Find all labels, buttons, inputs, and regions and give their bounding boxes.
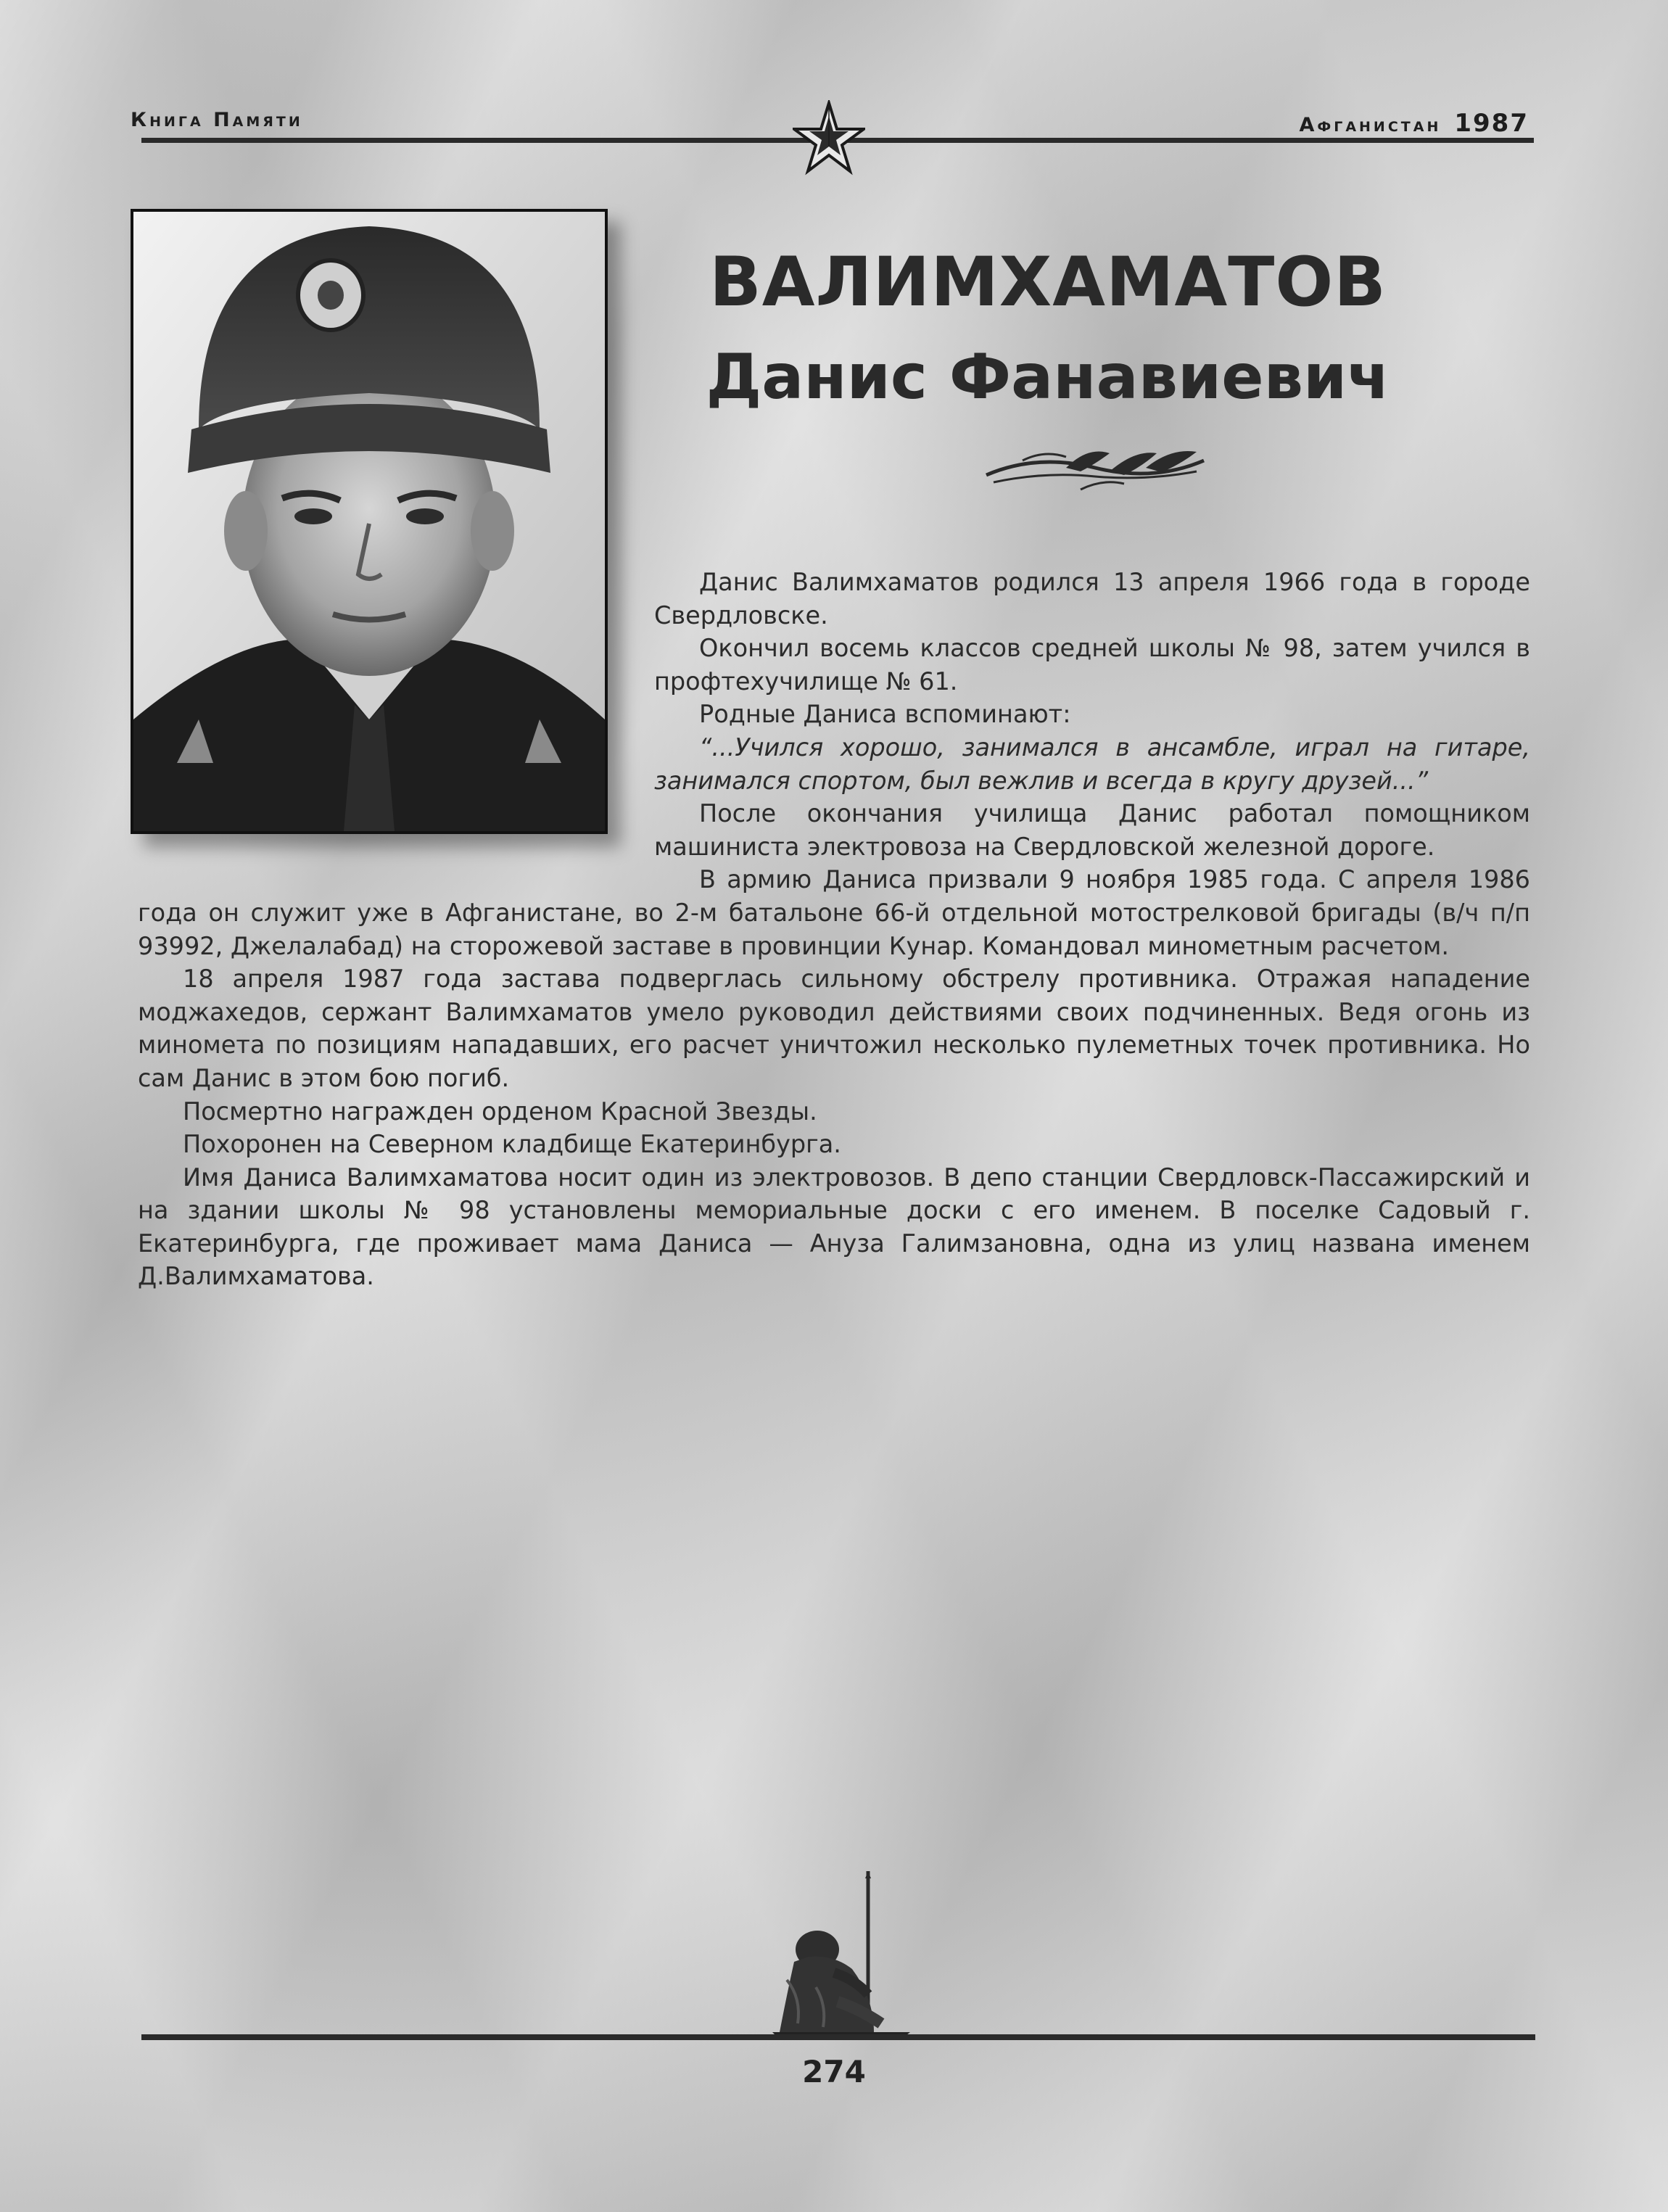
book-title: Книга Памяти	[131, 109, 303, 131]
laurel-ornament	[979, 439, 1211, 497]
bio-paragraph-birth: Данис Валимхаматов родился 13 апреля 1966 года в городе Свердловске.	[654, 568, 1530, 630]
star-icon	[793, 100, 865, 180]
bio-paragraph-memory: Имя Даниса Валимхаматова носит один из электровозов. В депо станции Свердловск-Пассажирский и на здании школы № 98 установлены мемориальные доски с его именем. В поселке Садовый г. Екатеринбурга, где проживает мама Даниса — Ануза Галимзановна, одна из улиц названа именем Д.Валимхаматова.	[138, 1163, 1530, 1291]
bio-quote: “...Учился хорошо, занимался в ансамбле, играл на гитаре, занимался спортом, был вежлив и всегда в кругу друзей...”	[654, 732, 1530, 795]
section-title	[1299, 109, 1529, 138]
biography-text	[138, 566, 1530, 1293]
bio-paragraph-work: После окончания училища Данис работал помощником машиниста электровоза на Свердловской железной дороге.	[654, 799, 1530, 861]
bio-paragraph-award: Посмертно награжден орденом Красной Звезды.	[183, 1097, 817, 1126]
section-year: 1987	[1454, 109, 1529, 138]
footer-rule	[141, 2034, 1535, 2040]
person-given-names: Данис Фанавиевич	[706, 341, 1390, 413]
bio-paragraph-relatives: Родные Даниса вспоминают:	[699, 700, 1071, 729]
bio-paragraph-burial: Похоронен на Северном кладбище Екатеринбурга.	[183, 1130, 841, 1159]
bio-paragraph-education: Окончил восемь классов средней школы № 98, затем учился в профтехучилище № 61.	[654, 634, 1530, 696]
bio-paragraph-service: В армию Даниса призвали 9 ноября 1985 года. С апреля 1986 года он служит уже в Афганистане, во 2-м батальоне 66-й отдельной мотострелковой бригады (в/ч п/п 93992, Джелалабад) на сторожевой заставе в провинции Кунар. Командовал минометным расчетом.	[138, 865, 1530, 960]
bio-paragraph-death: 18 апреля 1987 года застава подверглась сильному обстрелу противника. Отражая нападение моджахедов, сержант Валимхаматов умело руководил действиями своих подчиненных. Ведя огонь из миномета по позициям нападавших, его расчет уничтожил несколько пулеметных точек противника. Но сам Данис в этом бою погиб.	[138, 965, 1530, 1092]
photo-wrap-space	[138, 566, 654, 870]
section-region: Афганистан	[1299, 114, 1442, 136]
person-surname: ВАЛИМХАМАТОВ	[709, 243, 1387, 322]
page-number: 274	[802, 2054, 866, 2089]
mourning-soldier-figure	[765, 1871, 917, 2038]
